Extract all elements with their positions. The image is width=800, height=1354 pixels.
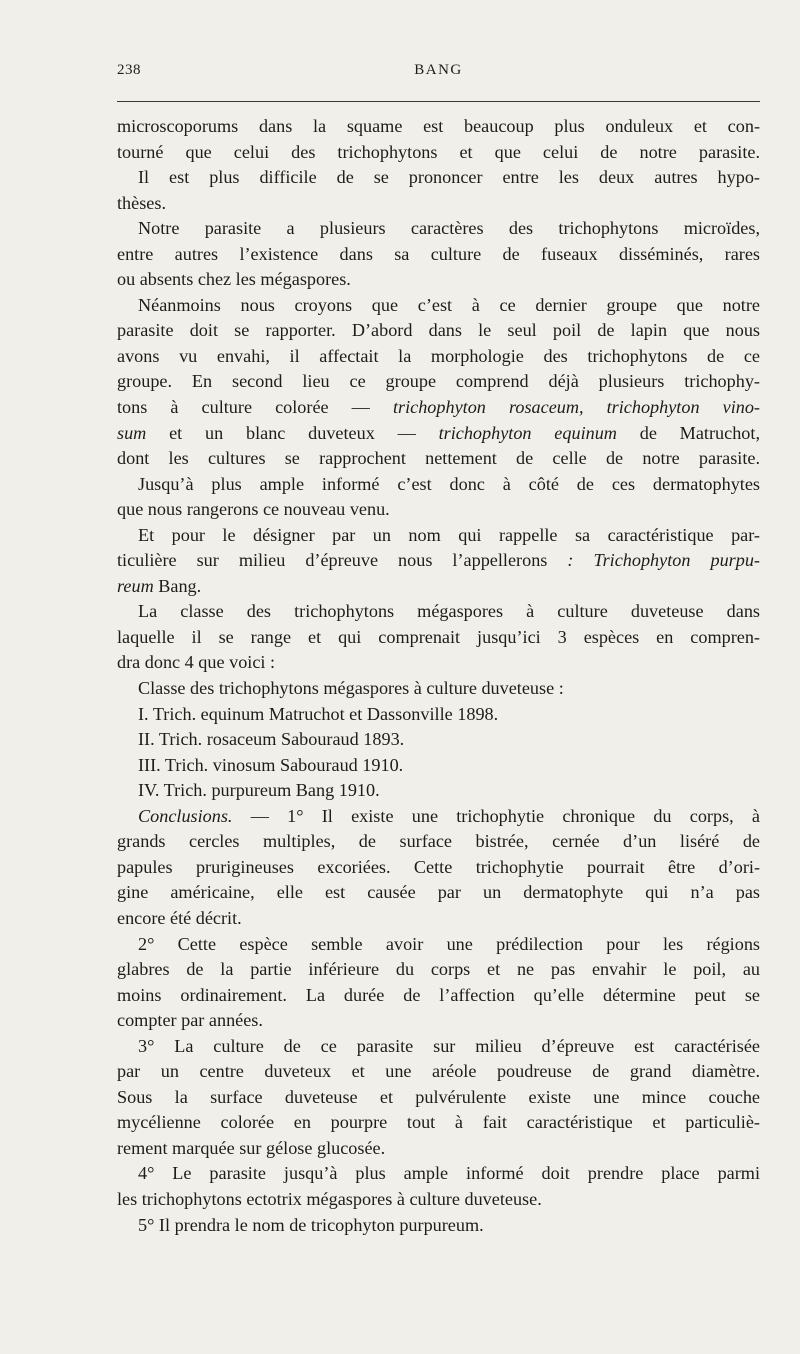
text-segment: par un centre duveteux et une aréole poudreuse de grand diamètre.: [117, 1061, 760, 1082]
text-segment: les trichophytons ectotrix mégaspores à culture duveteuse.: [117, 1188, 542, 1209]
text-line: [117, 778, 760, 804]
text-segment: microscoporums dans la squame est beaucoup plus onduleux et con-: [117, 116, 760, 136]
text-line: [117, 753, 760, 779]
text-line: [117, 829, 760, 855]
text-segment: II. Trich. rosaceum Sabouraud 1893.: [138, 729, 405, 750]
text-segment: dont les cultures se rapprochent nettement de celle de notre parasite.: [117, 448, 760, 469]
text-segment: tons à culture colorée —: [117, 397, 393, 418]
text-line: [117, 1161, 760, 1187]
italic-text: reum: [117, 575, 154, 596]
text-segment: Classe des trichophytons mégaspores à culture duveteuse :: [138, 678, 564, 699]
text-line: [117, 216, 760, 242]
text-line: [117, 650, 760, 676]
text-line: [117, 548, 760, 574]
italic-text: : Trichophyton purpu-: [567, 550, 760, 571]
italic-text: Conclusions.: [138, 805, 233, 826]
text-line: [117, 165, 760, 191]
text-line: [117, 1213, 760, 1239]
text-segment: Sous la surface duveteuse et pulvérulente existe une mince couche: [117, 1086, 760, 1107]
header-rule: [117, 101, 760, 102]
text-line: [117, 804, 760, 830]
text-segment: grands cercles multiples, de surface bistrée, cernée d’un liséré de: [117, 831, 760, 852]
text-line: [117, 421, 760, 447]
text-line: [117, 318, 760, 344]
text-line: [117, 957, 760, 983]
text-segment: mycélienne colorée en pourpre tout à fait caractéristique et particuliè-: [117, 1112, 760, 1133]
text-segment: IV. Trich. purpureum Bang 1910.: [138, 780, 380, 801]
text-segment: 3° La culture de ce parasite sur milieu d’épreuve est caractérisée: [138, 1035, 760, 1056]
text-line: [117, 1059, 760, 1085]
text-line: [117, 1136, 760, 1162]
text-segment: I. Trich. equinum Matruchot et Dassonville 1898.: [138, 703, 499, 724]
text-line: [117, 983, 760, 1009]
text-line: [117, 472, 760, 498]
text-segment: La classe des trichophytons mégaspores à culture duveteuse dans: [138, 601, 760, 622]
text-line: [117, 625, 760, 651]
text-line: [117, 369, 760, 395]
text-line: [117, 880, 760, 906]
text-line: [117, 242, 760, 268]
text-segment: groupe. En second lieu ce groupe comprend déjà plusieurs trichophy-: [117, 371, 760, 392]
italic-text: trichophyton equinum: [438, 422, 617, 443]
text-segment: entre autres l’existence dans sa culture de fuseaux disséminés, rares: [117, 243, 760, 264]
text-line: [117, 395, 760, 421]
text-segment: et un blanc duveteux —: [146, 422, 439, 443]
text-line: [117, 676, 760, 702]
text-segment: compter par années.: [117, 1010, 263, 1031]
text-line: [117, 114, 760, 140]
text-line: [117, 702, 760, 728]
text-line: [117, 267, 760, 293]
page-number: 238: [117, 62, 141, 78]
text-line: [117, 1085, 760, 1111]
text-segment: Jusqu’à plus ample informé c’est donc à côté de ces dermatophytes: [138, 473, 760, 494]
text-segment: de Matruchot,: [616, 422, 760, 443]
text-line: [117, 1187, 760, 1213]
running-head: BANG: [414, 62, 463, 78]
text-line: [117, 1008, 760, 1034]
text-segment: encore été décrit.: [117, 907, 242, 928]
text-segment: Notre parasite a plusieurs caractères des trichophytons microïdes,: [138, 218, 760, 239]
text-line: [117, 574, 760, 600]
text-segment: III. Trich. vinosum Sabouraud 1910.: [138, 754, 404, 775]
text-segment: thèses.: [117, 192, 166, 213]
text-segment: Il est plus difficile de se prononcer entre les deux autres hypo-: [138, 167, 760, 188]
text-segment: rement marquée sur gélose glucosée.: [117, 1137, 386, 1158]
text-segment: Bang.: [153, 575, 202, 596]
text-segment: glabres de la partie inférieure du corps et ne pas envahir le poil, au: [117, 959, 760, 980]
text-segment: ticulière sur milieu d’épreuve nous l’appellerons: [117, 550, 568, 571]
text-line: [117, 140, 760, 166]
text-segment: dra donc 4 que voici :: [117, 652, 276, 673]
text-line: [117, 523, 760, 549]
text-segment: que nous rangerons ce nouveau venu.: [117, 499, 390, 520]
text-segment: papules prurigineuses excoriées. Cette trichophytie pourrait être d’ori-: [117, 856, 760, 877]
text-segment: moins ordinairement. La durée de l’affection qu’elle détermine peut se: [117, 984, 760, 1005]
text-segment: tourné que celui des trichophytons et que celui de notre parasite.: [117, 141, 760, 162]
text-segment: Et pour le désigner par un nom qui rappelle sa caractéristique par-: [138, 524, 760, 545]
text-line: [117, 599, 760, 625]
text-segment: Néanmoins nous croyons que c’est à ce dernier groupe que notre: [138, 294, 760, 315]
text-segment: ou absents chez les mégaspores.: [117, 269, 351, 290]
text-segment: parasite doit se rapporter. D’abord dans le seul poil de lapin que nous: [117, 320, 760, 341]
italic-text: sum: [117, 422, 147, 443]
text-line: [117, 497, 760, 523]
body-text: [117, 114, 760, 1238]
text-line: [117, 1110, 760, 1136]
text-line: [117, 932, 760, 958]
italic-text: trichophyton rosaceum, trichophyton vino-: [392, 397, 760, 418]
text-line: [117, 906, 760, 932]
text-segment: avons vu envahi, il affectait la morphologie des trichophytons de ce: [117, 345, 760, 366]
text-segment: 2° Cette espèce semble avoir une prédilection pour les régions: [138, 933, 760, 954]
text-segment: 4° Le parasite jusqu’à plus ample informé doit prendre place parmi: [138, 1163, 760, 1184]
text-segment: — 1° Il existe une trichophytie chronique du corps, à: [232, 805, 760, 826]
text-segment: gine américaine, elle est causée par un dermatophyte qui n’a pas: [117, 882, 760, 903]
text-line: [117, 293, 760, 319]
text-line: [117, 727, 760, 753]
text-segment: 5° Il prendra le nom de tricophyton purpureum.: [138, 1214, 484, 1235]
text-line: [117, 855, 760, 881]
text-segment: laquelle il se range et qui comprenait jusqu’ici 3 espèces en compren-: [117, 626, 760, 647]
page-header: [117, 62, 760, 84]
text-line: [117, 191, 760, 217]
text-line: [117, 344, 760, 370]
text-line: [117, 1034, 760, 1060]
text-line: [117, 446, 760, 472]
